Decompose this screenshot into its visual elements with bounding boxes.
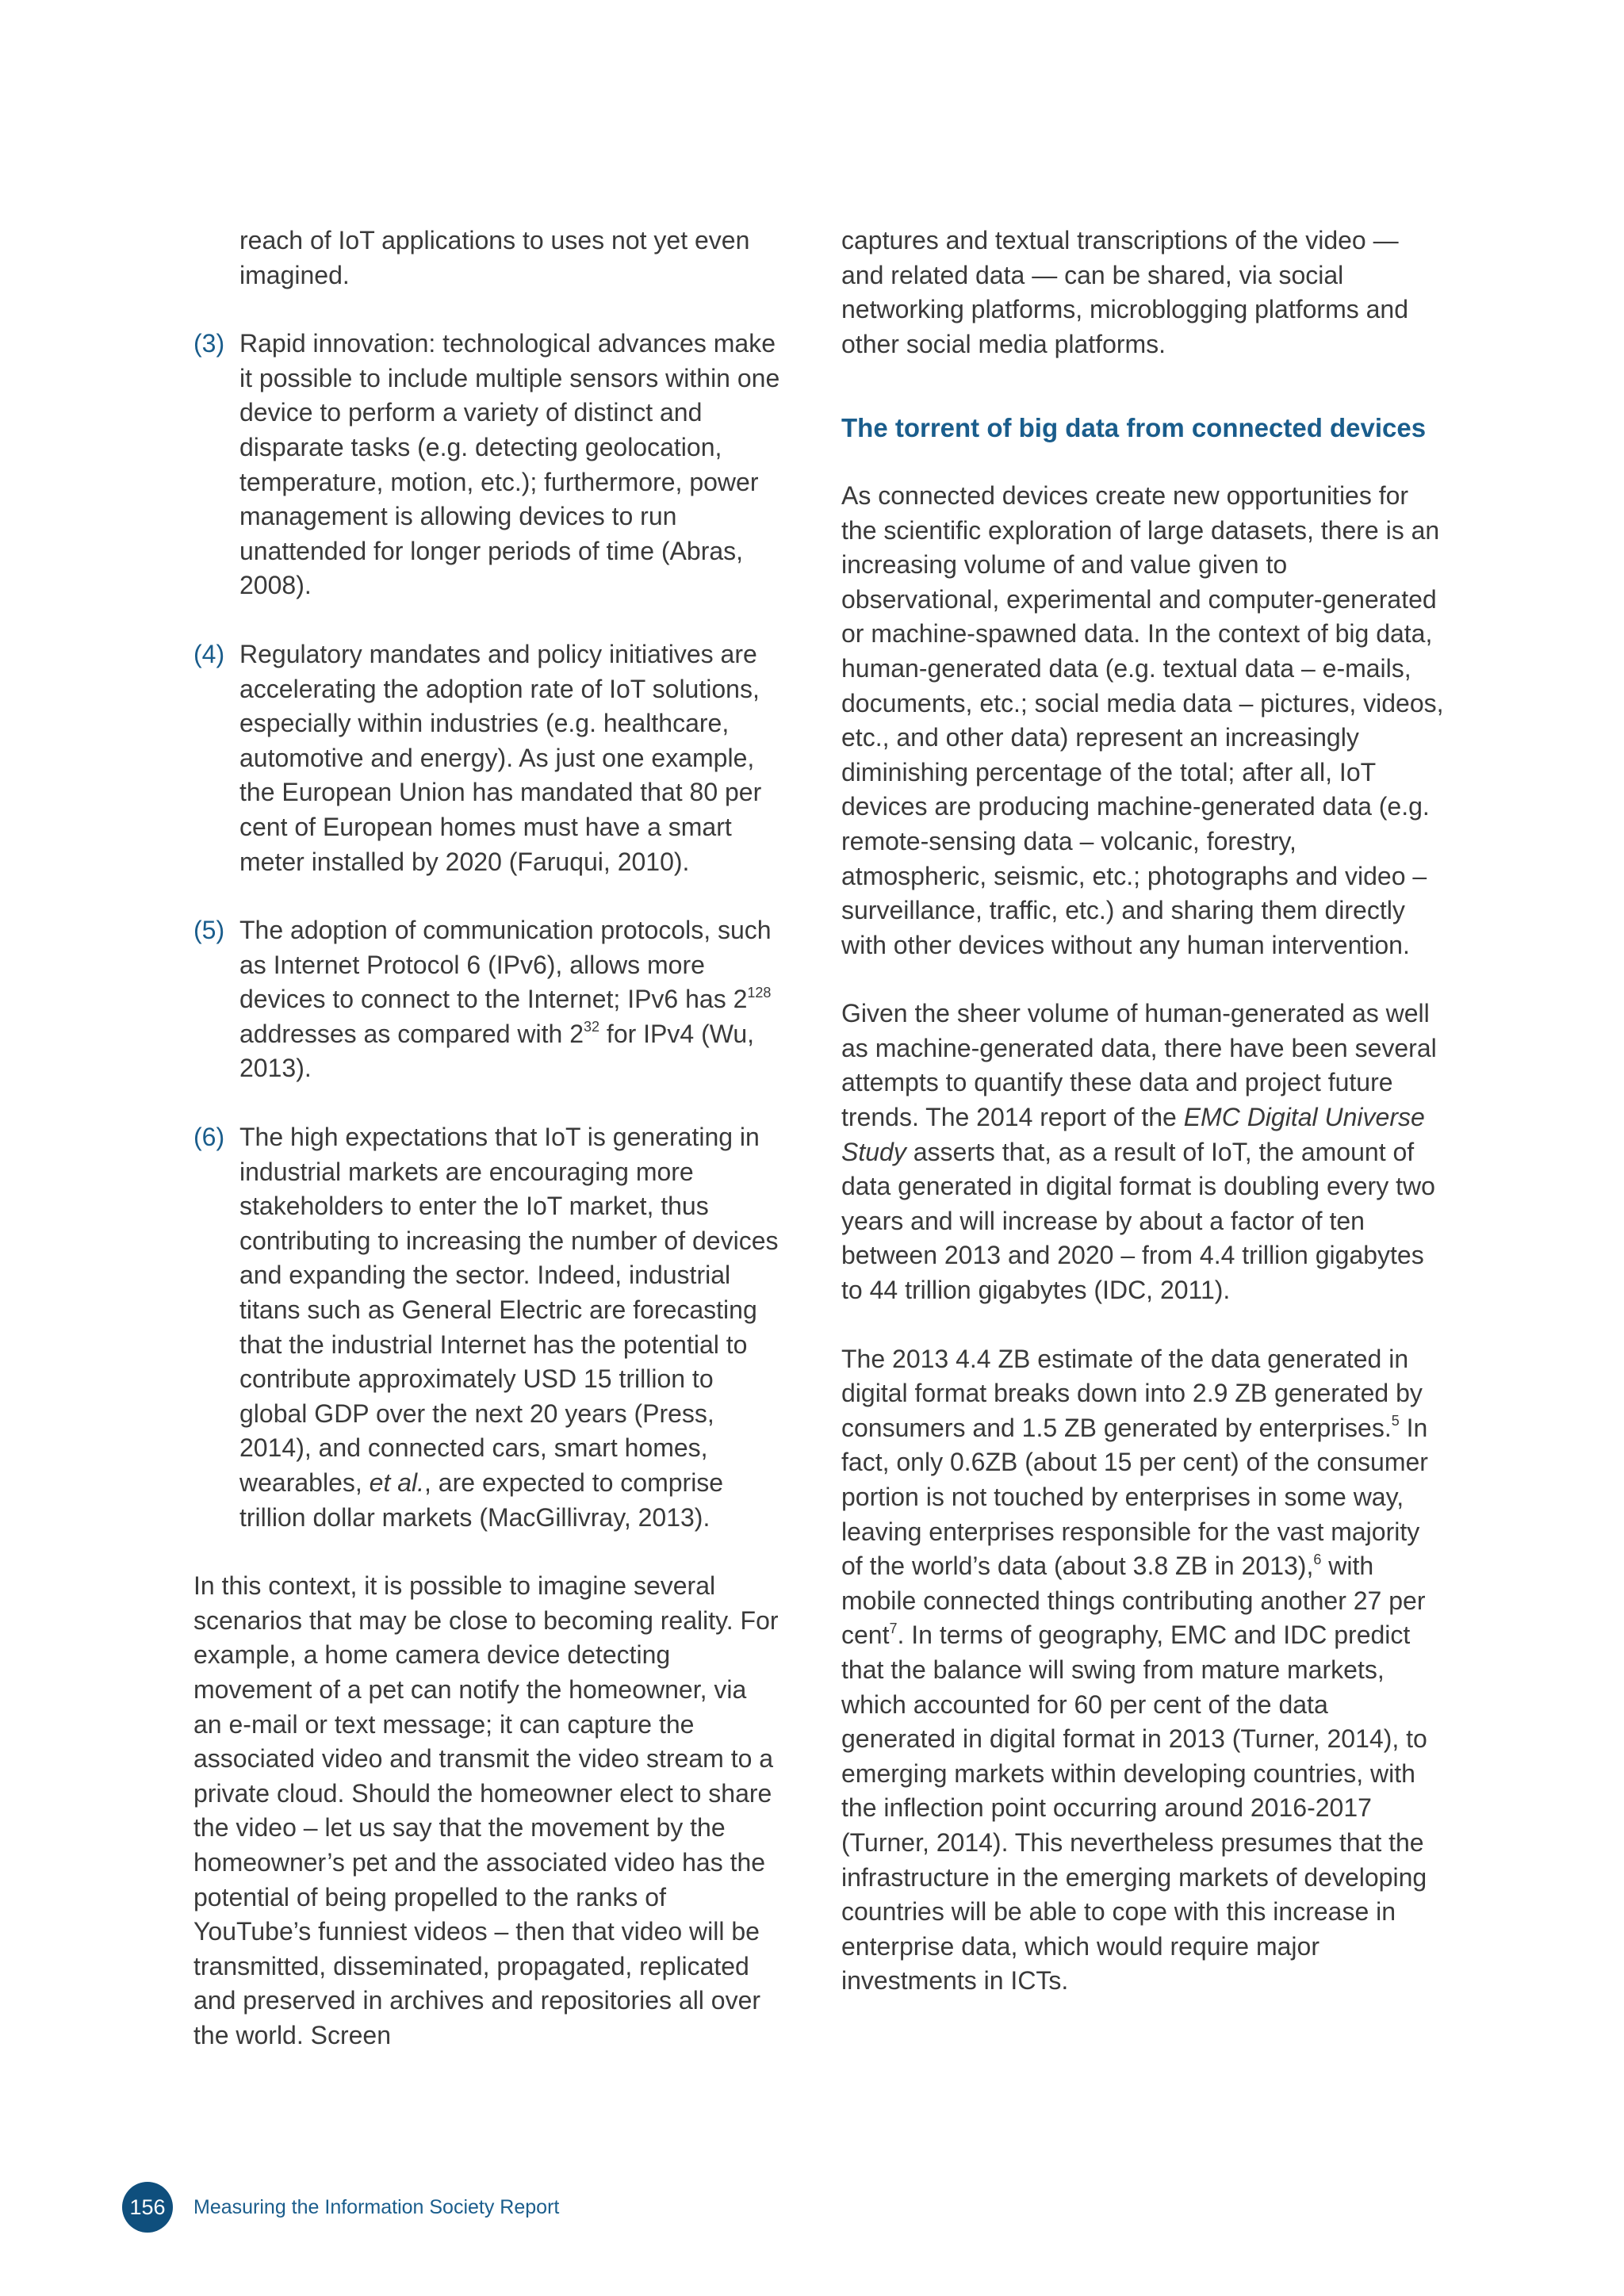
body-paragraph bbox=[841, 997, 1444, 1307]
body-paragraph: As connected devices create new opportunities for the scientific exploration of large datasets, there is an increasing volume of and value given to observational, experimental and computer-generated or machine-spawned data. In the context of big data, human-generated data (e.g. textual data – e-mails, documents, etc.; social media data – pictures, videos, etc., and other data) represent an increasingly diminishing percentage of the total; after all, IoT devices are producing machine-generated data (e.g. remote-sensing data – volcanic, forestry, atmospheric, seismic, etc.; photographs and video – surveillance, traffic, etc.) and sharing them directly with other devices without any human intervention. bbox=[841, 480, 1444, 959]
page-number-badge: 156 bbox=[122, 2182, 173, 2233]
list-item-number: (5) bbox=[193, 916, 225, 945]
list-item-5 bbox=[193, 913, 780, 1086]
list-item-text: Rapid innovation: technological advances make it possible to include multiple sensors within one device to perform a variety of distinct and disparate tasks (e.g. detecting geolocation, temperature, motion, etc.); furthermore, power management is allowing devices to run unattended for longer periods of time (Abras, 2008). bbox=[239, 329, 780, 600]
text-run: with mobile connected things contributing another 27 per cent bbox=[841, 1552, 1426, 1650]
list-item-6 bbox=[193, 1120, 780, 1535]
footnote-ref: 6 bbox=[1313, 1551, 1322, 1567]
body-paragraph bbox=[841, 1342, 1444, 1999]
text-run: asserts that, as a result of IoT, the amount of data generated in digital format is doubling every two years and will increase by about a factor of ten between 2013 and 2020 – from 4.4 trillion gigabytes to 44 trillion gigabytes (IDC, 2011). bbox=[841, 1137, 1435, 1305]
text-run: In fact, only 0.6ZB (about 15 per cent) of the consumer portion is not touched by enterprises in some way, leaving enterprises responsible for the vast majority of the world’s data (about 3.8 ZB in 2013), bbox=[841, 1413, 1428, 1581]
footnote-ref: 5 bbox=[1391, 1413, 1400, 1429]
list-item-text bbox=[239, 1123, 779, 1532]
text-run: addresses as compared with 2 bbox=[239, 1019, 584, 1048]
list-item-number: (4) bbox=[193, 639, 225, 668]
page-footer bbox=[122, 2182, 559, 2233]
text-run: for IPv4 (Wu, 2013). bbox=[239, 1019, 755, 1083]
superscript: 32 bbox=[584, 1019, 600, 1035]
footnote-ref: 7 bbox=[889, 1620, 898, 1636]
text-run: The 2013 4.4 ZB estimate of the data generated in digital format breaks down into 2.9 ZB generated by consumers and 1.5 ZB generated by enterprises. bbox=[841, 1344, 1423, 1442]
list-continuation: reach of IoT applications to uses not yet even imagined. bbox=[239, 226, 750, 289]
body-paragraph: In this context, it is possible to imagine several scenarios that may be close to becoming reality. For example, a home camera device detecting movement of a pet can notify the homeowner, via an e-mail or text message; it can capture the associated video and transmit the video stream to a private cloud. Should the homeowner elect to share the video – let us say that the movement by the homeowner’s pet and the associated video has the potential of being propelled to the ranks of YouTube’s funniest videos – then that video will be transmitted, disseminated, propagated, replicated and preserved in archives and repositories all over the world. Screen bbox=[193, 1571, 779, 2049]
text-run: The adoption of communication protocols, such as Internet Protocol 6 (IPv6), allows more devices to connect to the Internet; IPv6 has 2 bbox=[239, 916, 772, 1014]
right-column bbox=[841, 224, 1444, 2033]
report-title: Measuring the Information Society Report bbox=[193, 2195, 560, 2218]
list-item-number: (3) bbox=[193, 329, 225, 358]
list-item-4 bbox=[193, 637, 780, 879]
text-run: Given the sheer volume of human-generated as well as machine-generated data, there have been several attempts to quantify these data and project future trends. The 2014 report of the bbox=[841, 999, 1437, 1132]
superscript: 128 bbox=[747, 984, 772, 1001]
section-heading: The torrent of big data from connected devices bbox=[841, 413, 1427, 443]
paragraph-continuation: captures and textual transcriptions of the video — and related data — can be shared, via social networking platforms, microblogging platforms and other social media platforms. bbox=[841, 226, 1408, 358]
text-run: . In terms of geography, EMC and IDC predict that the balance will swing from mature markets, which accounted for 60 per cent of the data generated in digital format in 2013 (Turner, 2014), to emerging markets within developing countries, with the inflection point occurring around 2016-2017 (Turner, 2014). This nevertheless presumes that the infrastructure in the emerging markets of developing countries will be able to cope with this increase in enterprise data, which would require major investments in ICTs. bbox=[841, 1621, 1427, 1996]
left-column bbox=[193, 224, 780, 2087]
list-item-text: Regulatory mandates and policy initiatives are accelerating the adoption rate of IoT solutions, especially within industries (e.g. healthcare, automotive and energy). As just one example, the European Union has mandated that 80 per cent of European homes must have a smart meter installed by 2020 (Faruqui, 2010). bbox=[239, 639, 762, 876]
text-run: The high expectations that IoT is generating in industrial markets are encouraging more stakeholders to enter the IoT market, thus contributing to increasing the number of devices and expanding the sector. Indeed, industrial titans such as General Electric are forecasting that the industrial Internet has the potential to contribute approximately USD 15 trillion to global GDP over the next 20 years (Press, 2014), and connected cars, smart homes, wearables, bbox=[239, 1123, 779, 1497]
list-item-3 bbox=[193, 327, 780, 603]
text-run: , are expected to comprise trillion dollar markets (MacGillivray, 2013). bbox=[239, 1468, 724, 1532]
italic-text: EMC Digital Universe Study bbox=[841, 1103, 1425, 1166]
list-item-text bbox=[239, 916, 772, 1082]
list-item-number: (6) bbox=[193, 1123, 225, 1152]
italic-text: et al. bbox=[369, 1468, 425, 1497]
